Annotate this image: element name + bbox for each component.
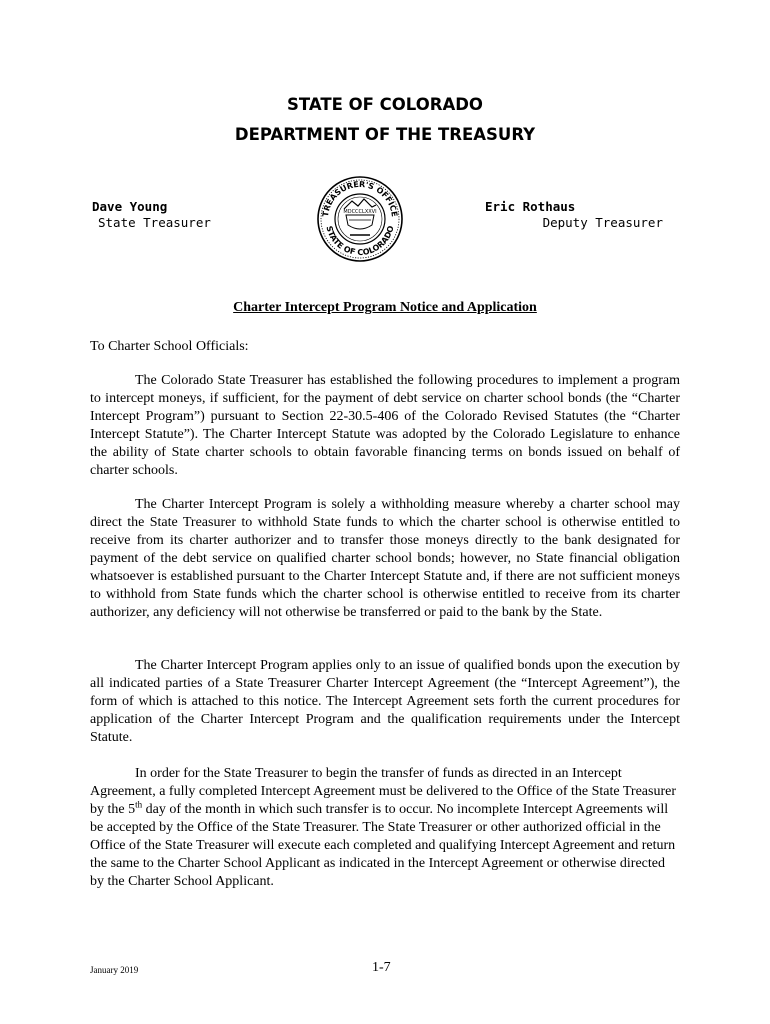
paragraph-4-part-a: In order for the State Treasurer to begin the transfer of funds as directed in an Intercept Agreement, a fully completed Intercept Agreement must be delivered to the Office of the State Treasurer by the 5 (90, 766, 676, 817)
header-state: STATE OF COLORADO (287, 95, 483, 114)
page-number: 1-7 (372, 960, 391, 975)
paragraph-1: The Colorado State Treasurer has established the following procedures to implement a program to intercept moneys, if sufficient, for the payment of debt service on charter school bonds (the “Charter Intercept Program”) pursuant to Section 22-30.5-406 of the Colorado Revised Statutes (the “Charter Intercept Statute”). The Charter Intercept Statute was adopted by the Colorado Legislature to enhance the ability of State charter schools to obtain favorable financing terms on bonds issued on behalf of charter schools. (90, 373, 680, 478)
paragraph-3: The Charter Intercept Program applies only to an issue of qualified bonds upon the execution by all indicated parties of a State Treasurer Charter Intercept Agreement (the “Intercept Agreement”), the form of which is attached to this notice. The Intercept Agreement sets forth the current procedures for application of the Charter Intercept Program and the qualification requirements under the Intercept Statute. (90, 658, 680, 745)
ordinal-suffix: th (135, 799, 143, 810)
paragraph-2: The Charter Intercept Program is solely a withholding measure whereby a charter school may direct the State Treasurer to withhold State funds to which the charter school is otherwise entitled to receive from its charter authorizer and to transfer those moneys directly to the bank designated for payment of the debt service on qualified charter school bonds; however, no State financial obligation whatsoever is established pursuant to the Charter Intercept Statute and, if there are not sufficient moneys to withhold from State funds which the charter school is otherwise entitled to receive from its charter authorizer, any deficiency will not otherwise be transferred or paid to the bank by the State. (90, 497, 680, 620)
treasury-seal-icon (314, 175, 406, 263)
deputy-block (470, 199, 670, 231)
treasurer-name: Dave Young (92, 199, 168, 214)
document-heading: Charter Intercept Program Notice and Application (233, 300, 537, 315)
treasurer-title: State Treasurer (98, 215, 211, 230)
paragraph-4-part-b: day of the month in which such transfer is to occur. No incomplete Intercept Agreements will be accepted by the Office of the State Treasurer. The State Treasurer or other authorized official in the Office of the State Treasurer will execute each completed and qualifying Intercept Agreement and return the same to the Charter School Applicant as indicated in the Intercept Agreement or otherwise directed by the Charter School Applicant. (90, 802, 676, 889)
deputy-title: Deputy Treasurer (542, 215, 663, 230)
seal-top-text: TREASURER'S OFFICE (321, 179, 399, 218)
footer-date: January 2019 (90, 965, 139, 975)
seal-bottom-text: STATE OF COLORADO (324, 224, 396, 258)
deputy-name: Eric Rothaus (485, 199, 576, 214)
salutation: To Charter School Officials: (90, 339, 249, 354)
header-department: DEPARTMENT OF THE TREASURY (234, 125, 536, 144)
treasurer-block (92, 199, 211, 231)
seal-inner-text: MDCCCLXXVI (343, 209, 377, 215)
paragraph-4 (90, 765, 680, 891)
